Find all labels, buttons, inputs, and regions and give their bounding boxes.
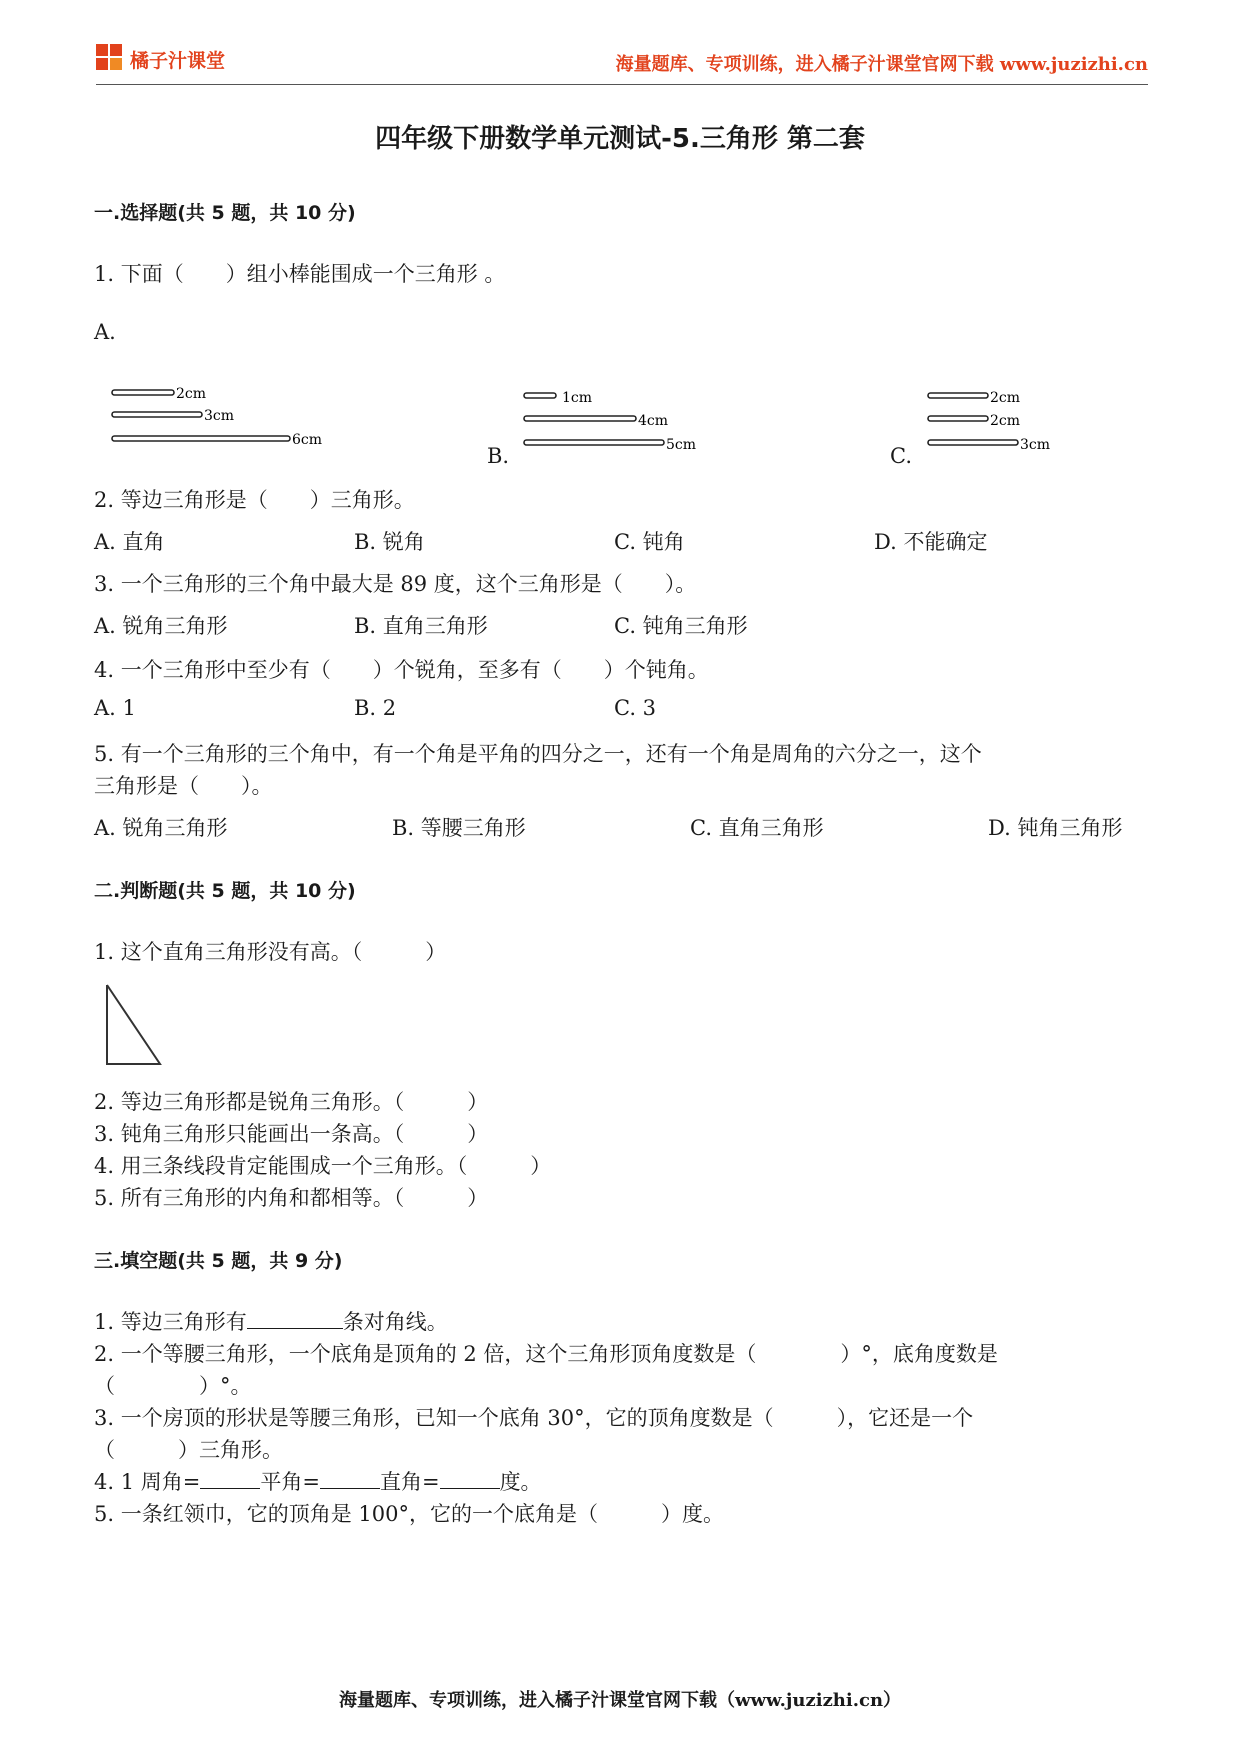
choice-question-2: 2. 等边三角形是（ ）三角形。 bbox=[94, 488, 415, 512]
judgment-question-1: 1. 这个直角三角形没有高。（ ） bbox=[94, 940, 447, 964]
fill-q4-blank-1 bbox=[200, 1466, 260, 1489]
section-heading-judgment: 二.判断题(共 5 题，共 10 分) bbox=[94, 880, 356, 902]
fill-q1-blank bbox=[247, 1306, 343, 1329]
judgment-question-3: 3. 钝角三角形只能画出一条高。（ ） bbox=[94, 1122, 489, 1146]
logo-squares-icon bbox=[96, 44, 124, 72]
page-title: 四年级下册数学单元测试-5.三角形 第二套 bbox=[375, 124, 865, 154]
fill-q4-blank-2 bbox=[320, 1466, 380, 1489]
page-footer: 海量题库、专项训练，进入橘子汁课堂官网下载（www.juzizhi.cn） bbox=[338, 1690, 902, 1711]
fill-q4-part-b: 平角= bbox=[260, 1470, 320, 1494]
stick-a2 bbox=[112, 412, 202, 417]
stick-label-b1: 1cm bbox=[562, 390, 593, 406]
choice-question-5-line1: 5. 有一个三角形的三个角中，有一个角是平角的四分之一，还有一个角是周角的六分之一，这个 bbox=[94, 742, 982, 766]
choice-q4-option-c: C. 3 bbox=[614, 696, 657, 720]
fill-question-2-line2: （ ）°。 bbox=[94, 1374, 252, 1398]
choice-q2-option-c: C. 钝角 bbox=[614, 530, 685, 554]
right-triangle-figure bbox=[104, 982, 164, 1068]
choice-q1-option-a: A. bbox=[94, 320, 116, 344]
choice-q5-option-c: C. 直角三角形 bbox=[690, 816, 824, 840]
fill-q1-prefix: 1. 等边三角形有 bbox=[94, 1310, 247, 1334]
stick-label-a1: 2cm bbox=[176, 386, 207, 402]
choice-q3-option-b: B. 直角三角形 bbox=[354, 614, 488, 638]
fill-q1-suffix: 条对角线。 bbox=[342, 1310, 448, 1334]
stick-b2 bbox=[524, 416, 636, 421]
choice-question-4: 4. 一个三角形中至少有（ ）个锐角，至多有（ ）个钝角。 bbox=[94, 658, 709, 682]
choice-q2-option-a: A. 直角 bbox=[94, 530, 165, 554]
stick-b1 bbox=[524, 393, 556, 398]
stick-c1 bbox=[928, 393, 988, 398]
stick-a1 bbox=[112, 390, 174, 395]
fill-q4-blank-3 bbox=[440, 1466, 500, 1489]
stick-c2 bbox=[928, 416, 988, 421]
choice-q3-option-c: C. 钝角三角形 bbox=[614, 614, 748, 638]
judgment-question-4: 4. 用三条线段肯定能围成一个三角形。（ ） bbox=[94, 1154, 552, 1178]
sticks-figure-c bbox=[926, 388, 1076, 452]
section-heading-choice: 一.选择题(共 5 题，共 10 分) bbox=[94, 202, 356, 224]
stick-label-b3: 5cm bbox=[666, 437, 697, 452]
fill-question-2-line1: 2. 一个等腰三角形，一个底角是顶角的 2 倍，这个三角形顶角度数是（ ）°，底角度数是 bbox=[94, 1342, 998, 1366]
fill-question-3-line1: 3. 一个房顶的形状是等腰三角形，已知一个底角 30°，它的顶角度数是（ ），它还是一个 bbox=[94, 1406, 974, 1430]
section-heading-fill: 三.填空题(共 5 题，共 9 分) bbox=[94, 1250, 343, 1272]
choice-question-3: 3. 一个三角形的三个角中最大是 89 度，这个三角形是（ ）。 bbox=[94, 572, 697, 596]
fill-question-5: 5. 一条红领巾，它的顶角是 100°，它的一个底角是（ ）度。 bbox=[94, 1502, 724, 1526]
choice-question-5-line2: 三角形是（ ）。 bbox=[94, 774, 273, 798]
choice-q2-option-d: D. 不能确定 bbox=[874, 530, 988, 554]
fill-q4-part-d: 度。 bbox=[499, 1470, 542, 1494]
brand-logo bbox=[96, 42, 286, 76]
choice-q5-option-d: D. 钝角三角形 bbox=[988, 816, 1123, 840]
stick-c3 bbox=[928, 440, 1018, 445]
stick-label-c1: 2cm bbox=[990, 390, 1021, 406]
stick-a3 bbox=[112, 436, 290, 441]
choice-q4-option-a: A. 1 bbox=[94, 696, 136, 720]
judgment-question-5: 5. 所有三角形的内角和都相等。（ ） bbox=[94, 1186, 489, 1210]
stick-label-c3: 3cm bbox=[1020, 437, 1051, 452]
sticks-figure-b bbox=[522, 388, 722, 452]
choice-q1-option-c: C. bbox=[890, 444, 912, 468]
choice-q3-option-a: A. 锐角三角形 bbox=[94, 614, 228, 638]
stick-label-a2: 3cm bbox=[204, 408, 235, 424]
fill-question-3-line2: （ ）三角形。 bbox=[94, 1438, 283, 1462]
stick-label-a3: 6cm bbox=[292, 432, 323, 448]
stick-label-b2: 4cm bbox=[638, 413, 669, 429]
fill-q4-part-c: 直角= bbox=[379, 1470, 440, 1494]
stick-label-c2: 2cm bbox=[990, 413, 1021, 429]
choice-q1-option-b: B. bbox=[487, 444, 510, 468]
judgment-question-2: 2. 等边三角形都是锐角三角形。（ ） bbox=[94, 1090, 489, 1114]
choice-question-1: 1. 下面（ ）组小棒能围成一个三角形 。 bbox=[94, 262, 506, 286]
fill-question-4 bbox=[94, 1466, 542, 1496]
choice-q4-option-b: B. 2 bbox=[354, 696, 397, 720]
fill-q4-part-a: 4. 1 周角= bbox=[94, 1470, 201, 1494]
choice-q2-option-b: B. 锐角 bbox=[354, 530, 425, 554]
choice-q5-option-a: A. 锐角三角形 bbox=[94, 816, 228, 840]
stick-b3 bbox=[524, 440, 664, 445]
sticks-figure-a bbox=[110, 384, 340, 450]
fill-question-1 bbox=[94, 1306, 448, 1336]
header-slogan: 海量题库、专项训练，进入橘子汁课堂官网下载 www.juzizhi.cn bbox=[615, 54, 1148, 75]
choice-q5-option-b: B. 等腰三角形 bbox=[392, 816, 526, 840]
logo-text: 橘子汁课堂 bbox=[130, 50, 226, 72]
header-divider bbox=[96, 84, 1148, 85]
